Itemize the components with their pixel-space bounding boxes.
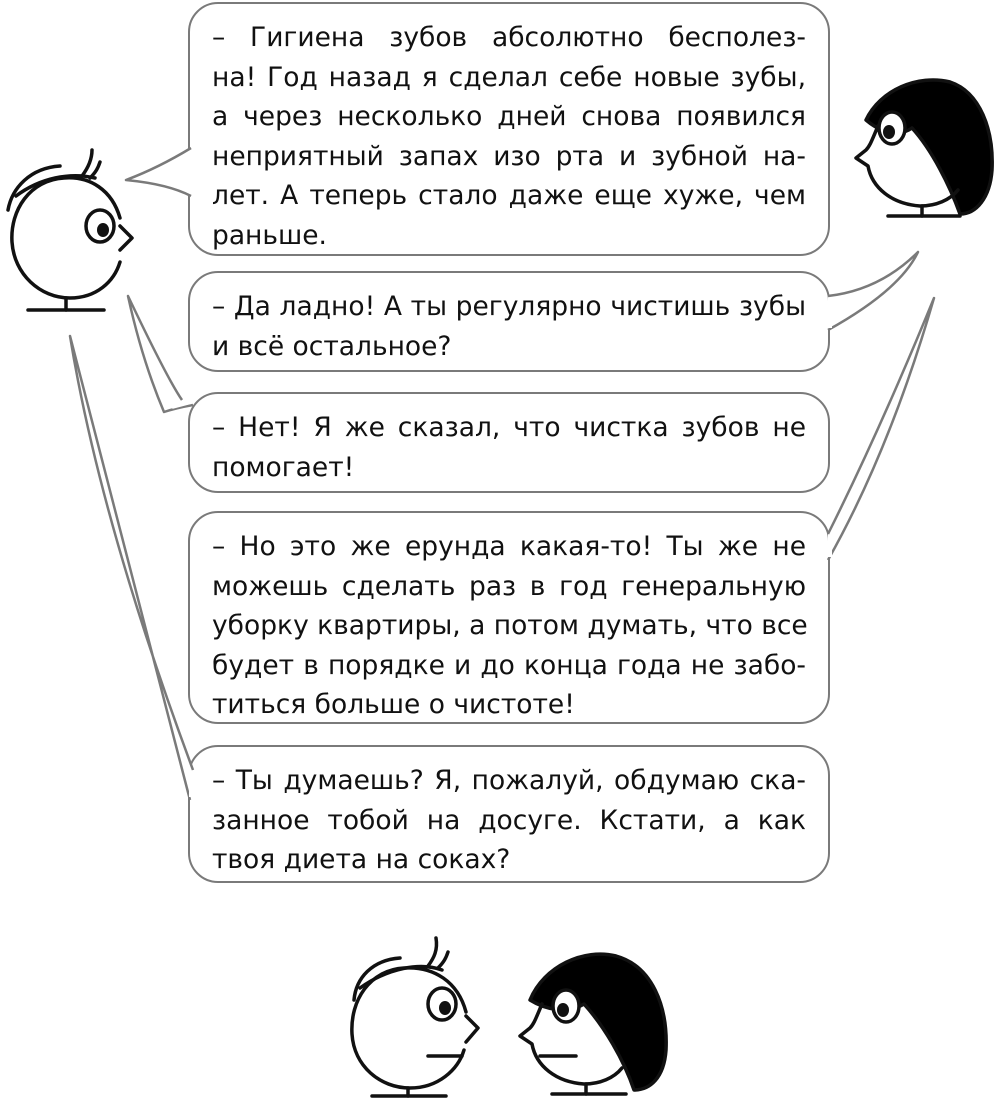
speech-tail [828,252,918,330]
bubble-line: на! Год назад я сделал себе новые зубы, [212,61,806,93]
speech-tail [128,296,193,412]
speech-tail [126,148,191,196]
bubble-line: лет. А теперь стало даже еще хуже, чем [212,180,806,211]
bubble-line: будет в порядке и до конца года не забо- [212,649,806,681]
bubble-line: неприятный запах изо рта и зубной на- [212,140,806,172]
bubble-line: титься больше о чистоте! [212,689,575,720]
speech-tail [828,298,934,560]
bubble-line: и всё остальное? [212,330,452,362]
bubble-line: уборку квартиры, а потом думать, что все [212,610,808,641]
bubble-line: помогает! [212,451,355,483]
bubble-line: – Гигиена зубов абсолютно бесполез- [212,22,806,53]
bubble-line: – Да ладно! А ты регулярно чистишь зубы [212,291,806,322]
bubble-line: раньше. [212,219,327,251]
bubble-line: можешь сделать раз в год генеральную [212,570,806,602]
bubble-line: а через несколько дней снова появился [212,101,806,132]
bubble-line: занное тобой на досуге. Кстати, а как [212,804,806,836]
bubble-line: твоя диета на соках? [212,844,511,875]
bubble-line: – Ты думаешь? Я, пожалуй, обдумаю ска- [212,765,806,796]
bubble-line: – Нет! Я же сказал, что чистка зубов не [212,412,806,443]
bubble-line: – Но это же ерунда какая-то! Ты же не [212,531,806,562]
